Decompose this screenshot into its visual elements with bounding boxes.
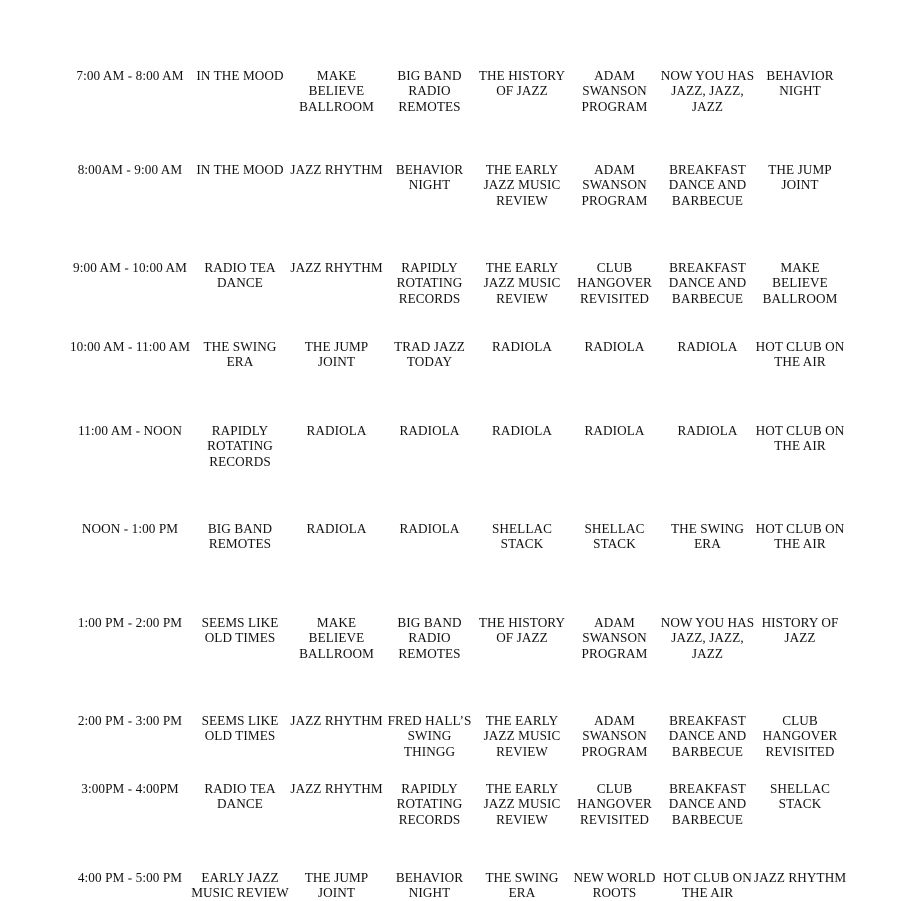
program-cell: THE EARLY JAZZ MUSIC REVIEW (483, 713, 561, 759)
time-slot: 7:00 AM - 8:00 AM (76, 68, 184, 83)
time-slot: 3:00PM - 4:00PM (81, 781, 179, 796)
program-cell: HOT CLUB ON THE AIR (663, 870, 752, 901)
time-slot: 11:00 AM - NOON (78, 423, 182, 438)
program-cell: IN THE MOOD (196, 68, 284, 83)
program-cell: IN THE MOOD (196, 162, 284, 177)
program-cell: BEHAVIOR NIGHT (766, 68, 834, 99)
program-cell: NOW YOU HAS JAZZ, JAZZ, JAZZ (660, 615, 755, 661)
program-cell: RAPIDLY ROTATING RECORDS (207, 423, 273, 469)
program-cell: FRED HALL’S SWING THINGG (387, 713, 472, 759)
program-cell: BEHAVIOR NIGHT (395, 870, 464, 901)
program-cell: RADIOLA (306, 521, 367, 536)
time-slot: 1:00 PM - 2:00 PM (77, 615, 183, 630)
program-cell: THE HISTORY OF JAZZ (478, 615, 566, 646)
program-cell: CLUB HANGOVER REVISITED (762, 713, 838, 759)
time-slot: 8:00AM - 9:00 AM (77, 162, 183, 177)
program-cell: THE EARLY JAZZ MUSIC REVIEW (483, 162, 561, 208)
time-slot: 9:00 AM - 10:00 AM (73, 260, 187, 275)
program-cell: MAKE BELIEVE BALLROOM (299, 615, 374, 661)
program-cell: MAKE BELIEVE BALLROOM (299, 68, 374, 114)
program-cell: HOT CLUB ON THE AIR (755, 423, 845, 454)
time-slot: 10:00 AM - 11:00 AM (69, 339, 191, 354)
time-slot: NOON - 1:00 PM (81, 521, 179, 536)
program-cell: BREAKFAST DANCE AND BARBECUE (668, 713, 747, 759)
program-cell: RADIOLA (677, 423, 738, 438)
program-cell: ADAM SWANSON PROGRAM (581, 68, 648, 114)
program-cell: THE EARLY JAZZ MUSIC REVIEW (483, 781, 561, 827)
program-cell: HOT CLUB ON THE AIR (755, 339, 845, 370)
program-cell: RADIOLA (491, 339, 553, 354)
program-cell: RAPIDLY ROTATING RECORDS (396, 781, 463, 827)
program-cell: ADAM SWANSON PROGRAM (581, 615, 648, 661)
program-cell: RADIOLA (399, 521, 460, 536)
program-cell: JAZZ RHYTHM (290, 781, 383, 796)
program-cell: HOT CLUB ON THE AIR (755, 521, 845, 552)
cut-off-header-row (0, 0, 905, 2)
program-cell: MAKE BELIEVE BALLROOM (762, 260, 838, 306)
program-cell: RADIOLA (584, 423, 645, 438)
program-cell: HISTORY OF JAZZ (761, 615, 839, 646)
program-cell: THE JUMP JOINT (768, 162, 832, 193)
program-cell: JAZZ RHYTHM (753, 870, 847, 885)
program-cell: RADIOLA (584, 339, 645, 354)
program-cell: THE HISTORY OF JAZZ (478, 68, 566, 99)
program-cell: JAZZ RHYTHM (290, 162, 383, 177)
program-cell: SEEMS LIKE OLD TIMES (201, 713, 279, 744)
program-cell: BIG BAND REMOTES (207, 521, 273, 552)
program-cell: BEHAVIOR NIGHT (395, 162, 464, 193)
program-cell: THE EARLY JAZZ MUSIC REVIEW (483, 260, 561, 306)
program-cell: THE SWING ERA (485, 870, 559, 901)
program-cell: THE SWING ERA (203, 339, 277, 370)
program-cell: RADIOLA (491, 423, 553, 438)
program-cell: BREAKFAST DANCE AND BARBECUE (668, 260, 747, 306)
program-cell: THE SWING ERA (670, 521, 745, 552)
program-cell: SHELLAC STACK (769, 781, 831, 812)
program-cell: SHELLAC STACK (584, 521, 645, 552)
program-cell: SEEMS LIKE OLD TIMES (201, 615, 279, 646)
cut-off-text (190, 0, 290, 3)
program-cell: NOW YOU HAS JAZZ, JAZZ, JAZZ (660, 68, 755, 114)
program-cell: BIG BAND RADIO REMOTES (397, 615, 462, 661)
program-cell: RADIOLA (677, 339, 738, 354)
program-cell: RAPIDLY ROTATING RECORDS (396, 260, 463, 306)
program-cell: RADIOLA (306, 423, 367, 438)
program-cell: BIG BAND RADIO REMOTES (397, 68, 462, 114)
program-cell: ADAM SWANSON PROGRAM (581, 713, 648, 759)
program-cell: JAZZ RHYTHM (290, 713, 383, 728)
program-cell: SHELLAC STACK (491, 521, 553, 552)
program-cell: EARLY JAZZ MUSIC REVIEW (191, 870, 289, 901)
program-cell: CLUB HANGOVER REVISITED (577, 260, 652, 306)
time-slot: 4:00 PM - 5:00 PM (77, 870, 183, 885)
time-slot: 2:00 PM - 3:00 PM (77, 713, 183, 728)
program-cell: RADIOLA (399, 423, 460, 438)
program-cell: RADIO TEA DANCE (204, 260, 276, 291)
program-cell: RADIO TEA DANCE (204, 781, 276, 812)
program-cell: TRAD JAZZ TODAY (394, 339, 465, 370)
program-cell: JAZZ RHYTHM (290, 260, 383, 275)
program-cell: THE JUMP JOINT (304, 339, 369, 370)
program-cell: THE JUMP JOINT (304, 870, 369, 901)
program-cell: ADAM SWANSON PROGRAM (581, 162, 648, 208)
program-cell: BREAKFAST DANCE AND BARBECUE (668, 162, 747, 208)
program-cell: CLUB HANGOVER REVISITED (577, 781, 652, 827)
program-cell: BREAKFAST DANCE AND BARBECUE (668, 781, 747, 827)
program-cell: NEW WORLD ROOTS (573, 870, 656, 901)
